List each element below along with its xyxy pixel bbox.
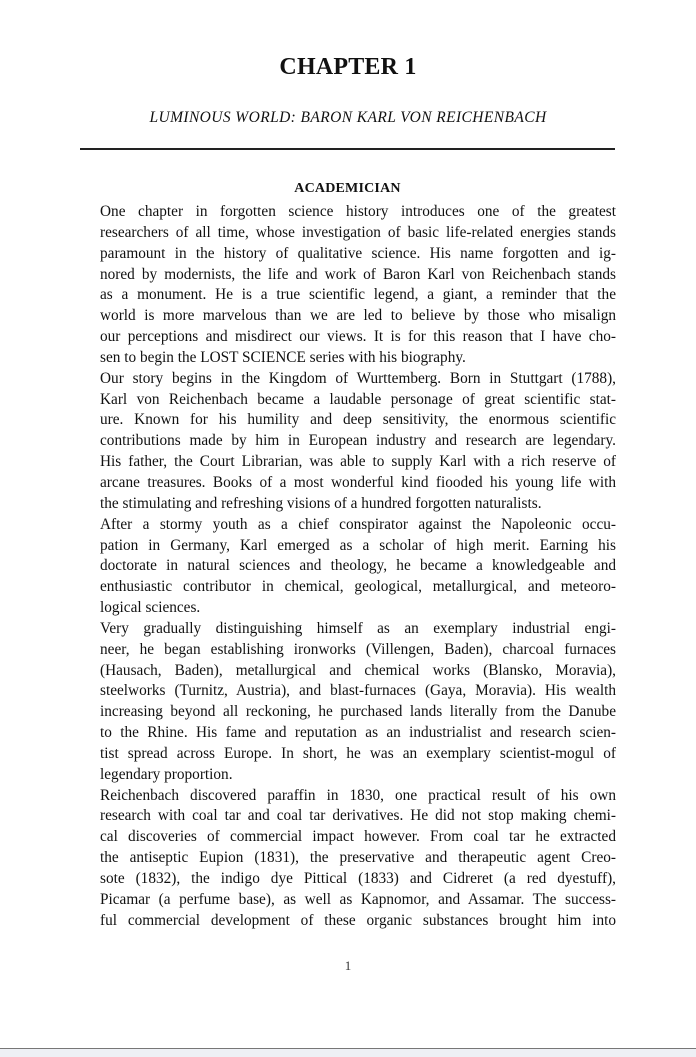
paragraph — [80, 202, 616, 369]
text-line: arcane treasures. Books of a most wonderful kind fiooded his young life with — [100, 473, 616, 491]
text-line: the stimulating and refreshing visions of a hundred forgotten naturalists. — [100, 494, 542, 512]
text-line: sen to begin the LOST SCIENCE series with his biography. — [100, 348, 466, 366]
text-line: doctorate in natural sciences and theology, he became a knowledgeable and — [100, 557, 616, 575]
section-heading: ACADEMICIAN — [294, 181, 401, 196]
paragraph — [80, 619, 616, 786]
text-line: Our story begins in the Kingdom of Wurttemberg. Born in Stuttgart (1788), — [100, 369, 616, 387]
text-line: researchers of all time, whose investigation of basic life-related energies stands — [100, 223, 616, 241]
text-line: legendary proportion. — [100, 765, 233, 783]
text-line: sote (1832), the indigo dye Pittical (1833) and Cidreret (a red dyestuff), — [100, 870, 616, 887]
text-line: steelworks (Turnitz, Austria), and blast-furnaces (Gaya, Moravia). His wealth — [100, 682, 616, 700]
text-line: After a stormy youth as a chief conspirator against the Napoleonic occu- — [100, 515, 616, 533]
text-line: ful commercial development of these organic substances brought him into — [100, 911, 616, 929]
text-line: pation in Germany, Karl emerged as a scholar of high merit. Earning his — [100, 536, 616, 554]
paragraph — [80, 369, 616, 515]
title-divider — [80, 148, 615, 150]
text-line: the antiseptic Eupion (1831), the preservative and therapeutic agent Creo- — [100, 849, 616, 867]
text-line: neer, he began establishing ironworks (Villengen, Baden), charcoal furnaces — [100, 640, 616, 658]
text-line: One chapter in forgotten science history introduces one of the greatest — [100, 203, 616, 220]
chapter-subtitle: LUMINOUS WORLD: BARON KARL VON REICHENBACH — [149, 109, 547, 126]
text-line: research with coal tar and coal tar derivatives. He did not stop making chemi- — [100, 807, 616, 825]
text-line: nored by modernists, the life and work of Baron Karl von Reichenbach stands — [100, 265, 616, 283]
text-line: cal discoveries of commercial impact however. From coal tar he extracted — [100, 828, 616, 846]
paragraph — [80, 515, 616, 619]
text-line: ure. Known for his humility and deep sensitivity, the enormous scientific — [100, 411, 616, 429]
text-line: enthusiastic contributor in chemical, geological, metallurgical, and meteoro- — [100, 578, 616, 596]
text-line: world is more marvelous than we are led to believe by those who misalign — [100, 307, 616, 325]
text-line: Karl von Reichenbach became a laudable personage of great scientific stat- — [100, 390, 616, 408]
text-line: increasing beyond all reckoning, he purchased lands literally from the Danube — [100, 703, 616, 721]
body-text — [80, 202, 616, 932]
text-line: as a monument. He is a true scientific legend, a giant, a reminder that the — [100, 286, 616, 304]
text-line: (Hausach, Baden), metallurgical and chemical works (Blansko, Moravia), — [100, 661, 616, 679]
text-line: paramount in the history of qualitative science. His name forgotten and ig- — [100, 244, 616, 262]
text-line: Picamar (a perfume base), as well as Kapnomor, and Assamar. The success- — [100, 890, 616, 908]
paragraph — [80, 786, 616, 932]
text-line: to the Rhine. His fame and reputation as an industrialist and research scien- — [100, 724, 616, 742]
text-line: contributions made by him in European industry and research are legendary. — [100, 432, 616, 450]
chapter-title: CHAPTER 1 — [279, 54, 417, 80]
text-line: our perceptions and misdirect our views. It is for this reason that I have cho- — [100, 328, 616, 346]
text-line: tist spread across Europe. In short, he was an exemplary scientist-mogul of — [100, 744, 616, 762]
text-line: logical sciences. — [100, 599, 201, 617]
text-line: Very gradually distinguishing himself as an exemplary industrial engi- — [100, 619, 616, 637]
page-number: 1 — [344, 958, 352, 973]
text-line: Reichenbach discovered paraffin in 1830, one practical result of his own — [100, 786, 616, 804]
text-line: His father, the Court Librarian, was able to supply Karl with a rich reserve of — [100, 453, 616, 471]
